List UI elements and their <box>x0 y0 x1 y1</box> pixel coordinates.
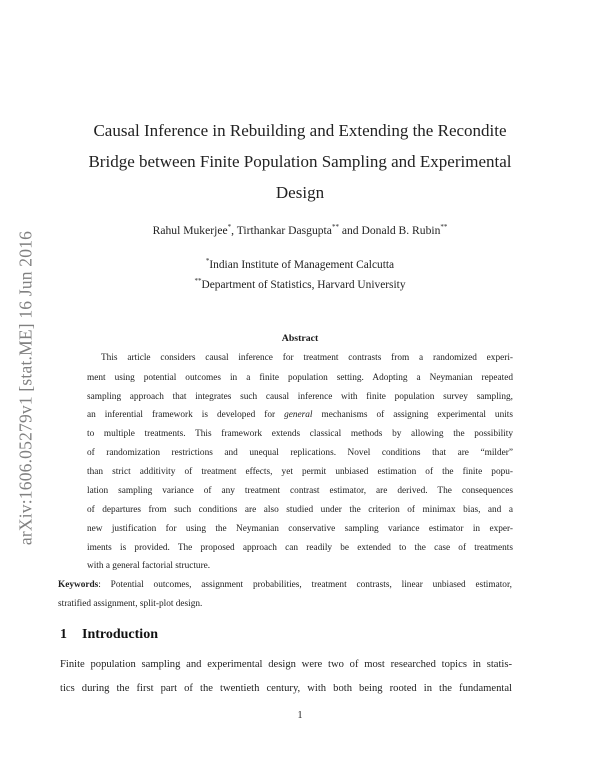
author-mark: * <box>227 223 232 231</box>
keywords-line: stratified assignment, split-plot design. <box>58 599 203 609</box>
section-title: Introduction <box>82 627 158 642</box>
abstract-line: new justification for using the Neymanian conservative sampling variance estimator in exper- <box>87 524 513 534</box>
abstract-line: iments is provided. The proposed approach can readily be extended to the case of treatments <box>87 543 513 553</box>
author-mark: ** <box>331 223 339 231</box>
affiliation-text: Department of Statistics, Harvard University <box>201 279 406 291</box>
abstract-line: This article considers causal inference for treatment contrasts from a randomized experi- <box>101 353 513 363</box>
title-line: Bridge between Finite Population Sampling and Experimental <box>88 152 512 171</box>
keywords-label: Keywords <box>58 580 99 590</box>
keywords-line <box>58 580 512 590</box>
page-number: 1 <box>297 710 303 721</box>
author-name: Rahul Mukerjee <box>152 224 228 237</box>
affiliation-mark: ** <box>194 277 202 285</box>
author-mark: ** <box>440 223 448 231</box>
author-list <box>60 223 540 237</box>
affiliation <box>60 277 540 291</box>
author-name: Tirthankar Dasgupta <box>236 224 332 237</box>
body-line: Finite population sampling and experimental design were two of most researched topics in statis- <box>60 659 512 670</box>
abstract-text: mechanisms of assigning experimental units <box>312 410 513 420</box>
abstract-line: sampling approach that integrates such causal inference with finite population survey sampling, <box>87 392 513 402</box>
paper-title <box>62 115 538 208</box>
abstract-text: an inferential framework is developed for <box>87 410 285 420</box>
abstract-emphasis: general <box>284 410 313 420</box>
affiliation <box>60 257 540 271</box>
abstract-line <box>87 410 513 420</box>
abstract-line: lation sampling variance of any treatment contrast estimator, are derived. The consequences <box>87 486 513 496</box>
abstract-heading: Abstract <box>281 333 319 344</box>
abstract-line: with a general factorial structure. <box>87 561 211 571</box>
keywords-text: : Potential outcomes, assignment probabilities, treatment contrasts, linear unbiased estimator, <box>98 580 512 590</box>
author-separator: and <box>338 224 362 237</box>
abstract-line: of departures from such conditions are also studied under the criterion of minimax bias, and a <box>87 505 513 515</box>
abstract-line: than strict additivity of treatment effects, yet permit unbiased estimation of the finite popu- <box>87 467 513 477</box>
abstract-line: of randomization restrictions and unequal replications. Novel conditions that are “milder” <box>87 448 513 458</box>
affiliation-text: Indian Institute of Management Calcutta <box>209 259 395 271</box>
arxiv-stamp-text: arXiv:1606.05279v1 [stat.ME] 16 Jun 2016 <box>15 230 36 545</box>
author-name: Donald B. Rubin <box>361 224 441 237</box>
arxiv-stamp <box>11 205 41 570</box>
section-heading <box>60 627 158 643</box>
affiliation-mark: * <box>205 257 210 265</box>
abstract-line: to multiple treatments. This framework extends classical methods by allowing the possibility <box>87 429 513 439</box>
section-number: 1 <box>60 627 67 642</box>
author-separator: , <box>231 224 237 237</box>
abstract-line: ment using potential outcomes in a finite population setting. Adopting a Neymanian repeated <box>87 373 513 383</box>
title-line: Design <box>275 183 325 202</box>
title-line: Causal Inference in Rebuilding and Extending the Recondite <box>93 121 507 140</box>
body-line: tics during the first part of the twentieth century, with both being rooted in the fundamental <box>60 683 512 694</box>
